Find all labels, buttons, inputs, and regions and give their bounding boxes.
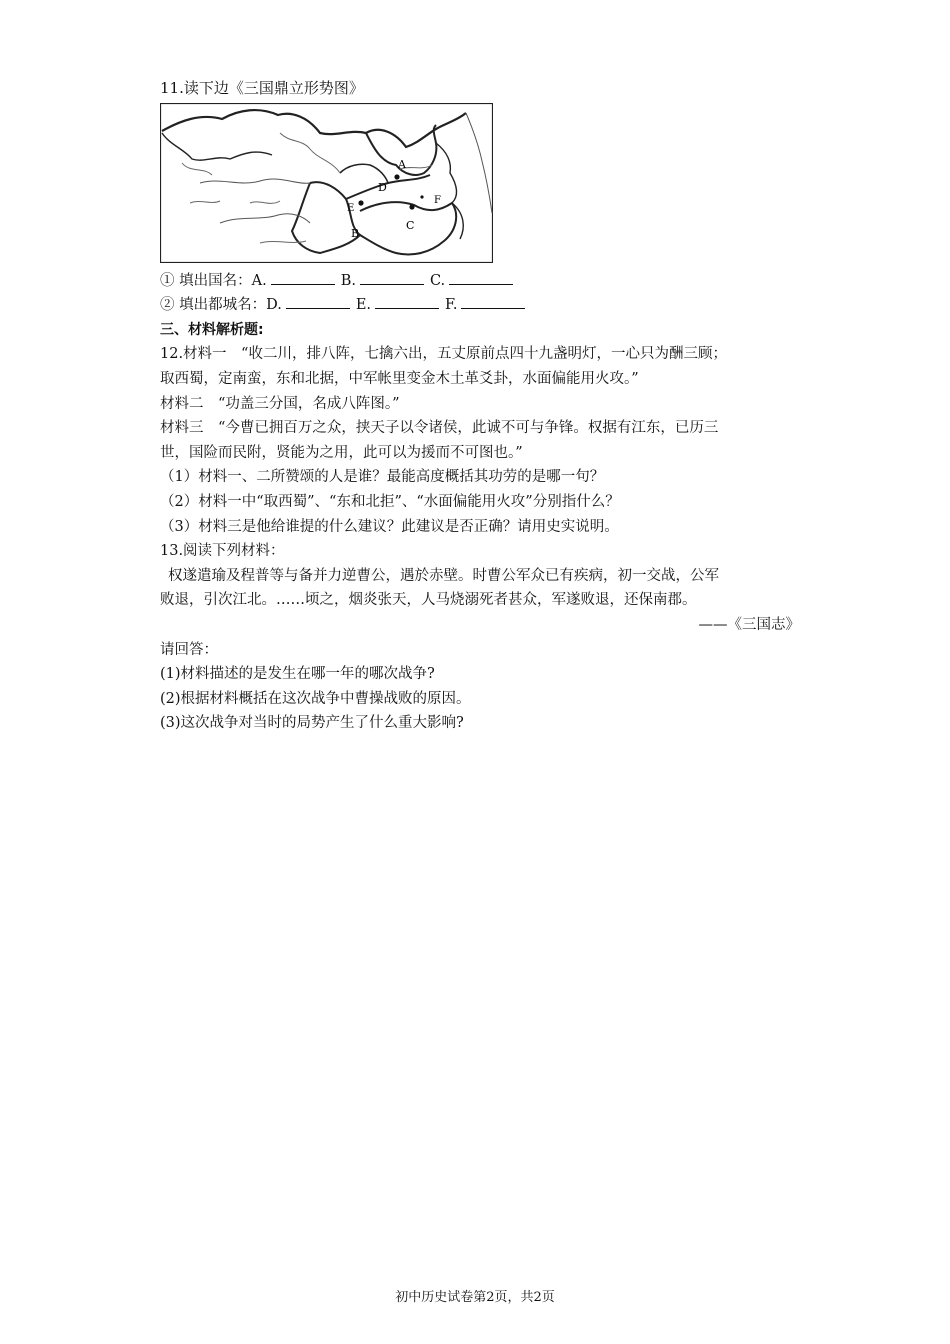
- page-content: [160, 76, 800, 736]
- q12-material2: 材料二 “功盖三分国，名成八阵图。”: [160, 395, 400, 412]
- q11-country-line: [160, 269, 800, 294]
- map-label-d: D: [378, 180, 387, 194]
- q12-material3-a: 材料三 “今曹已拥百万之众，挟天子以令诸侯，此诚不可与争锋。权据有江东，已历三: [160, 420, 719, 437]
- q11-title: 11.读下边《三国鼎立形势图》: [160, 79, 364, 97]
- three-kingdoms-map: [160, 103, 493, 263]
- q11-country-prefix: ① 填出国名：A.: [160, 272, 267, 289]
- q11-country-c: C.: [429, 272, 446, 289]
- section-3-title: 三、材料解析题:: [160, 321, 264, 338]
- q12-sub3: （3）材料三是他给谁提的什么建议？此建议是否正确？请用史实说明。: [160, 518, 619, 535]
- map-label-a: A: [398, 157, 406, 171]
- blank-c[interactable]: [449, 270, 513, 285]
- capital-dot-jianye: [409, 204, 414, 209]
- q13-para-a: 权遂遣瑜及程普等与备并力逆曹公，遇於赤壁。时曹公军众已有疾病，初一交战，公军: [168, 567, 719, 584]
- q12-sub2: （2）材料一中“取西蜀”、“东和北拒”、“水面偏能用火攻”分别指什么？: [160, 493, 620, 510]
- capital-dot-chengdu: [358, 200, 363, 205]
- q13-source: ——《三国志》: [698, 616, 800, 633]
- q11-capital-e: E.: [355, 297, 372, 314]
- map-figure: [160, 103, 493, 263]
- blank-e[interactable]: [375, 294, 439, 309]
- map-label-e: E: [347, 202, 355, 214]
- q13-sub2: (2)根据材料概括在这次战争中曹操战败的原因。: [160, 690, 471, 707]
- q11-country-b: B.: [340, 272, 356, 289]
- q12-material3-b: 世，国险而民附，贤能为之用，此可以为援而不可图也。”: [160, 444, 523, 461]
- q12-sub1: （1）材料一、二所赞颂的人是谁？最能高度概括其功劳的是哪一句？: [160, 469, 605, 486]
- map-label-c: C: [406, 218, 415, 232]
- q12-material1-b: 取西蜀，定南蛮，东和北据，中军帐里变金木土革爻卦，水面偏能用火攻。”: [160, 370, 639, 387]
- q13-prompt: 请回答：: [160, 641, 218, 658]
- q13-para-b: 败退，引次江北。……顷之，烟炎张天，人马烧溺死者甚众，军遂败退，还保南郡。: [160, 592, 697, 609]
- map-label-b: B: [351, 226, 360, 240]
- q11-capital-f: F.: [445, 297, 458, 314]
- map-label-f: F: [434, 194, 441, 206]
- q13-sub3: (3)这次战争对当时的局势产生了什么重大影响?: [160, 715, 464, 732]
- capital-dot-luoyang: [394, 174, 399, 179]
- blank-b[interactable]: [360, 270, 424, 285]
- q13-sub1: (1)材料描述的是发生在哪一年的哪次战争?: [160, 666, 435, 683]
- blank-a[interactable]: [271, 270, 335, 285]
- blank-d[interactable]: [286, 294, 350, 309]
- q11-capital-prefix: ② 填出都城名：D.: [160, 297, 282, 314]
- blank-f[interactable]: [461, 294, 525, 309]
- q13-title: 13.阅读下列材料：: [160, 543, 285, 560]
- page-footer: 初中历史试卷第2页，共2页: [395, 1290, 555, 1305]
- q12-material1-a: 12.材料一 “收二川，排八阵，七擒六出，五丈原前点四十九盏明灯，一心只为酬三顾；: [160, 346, 727, 363]
- q11-capital-line: [160, 293, 800, 318]
